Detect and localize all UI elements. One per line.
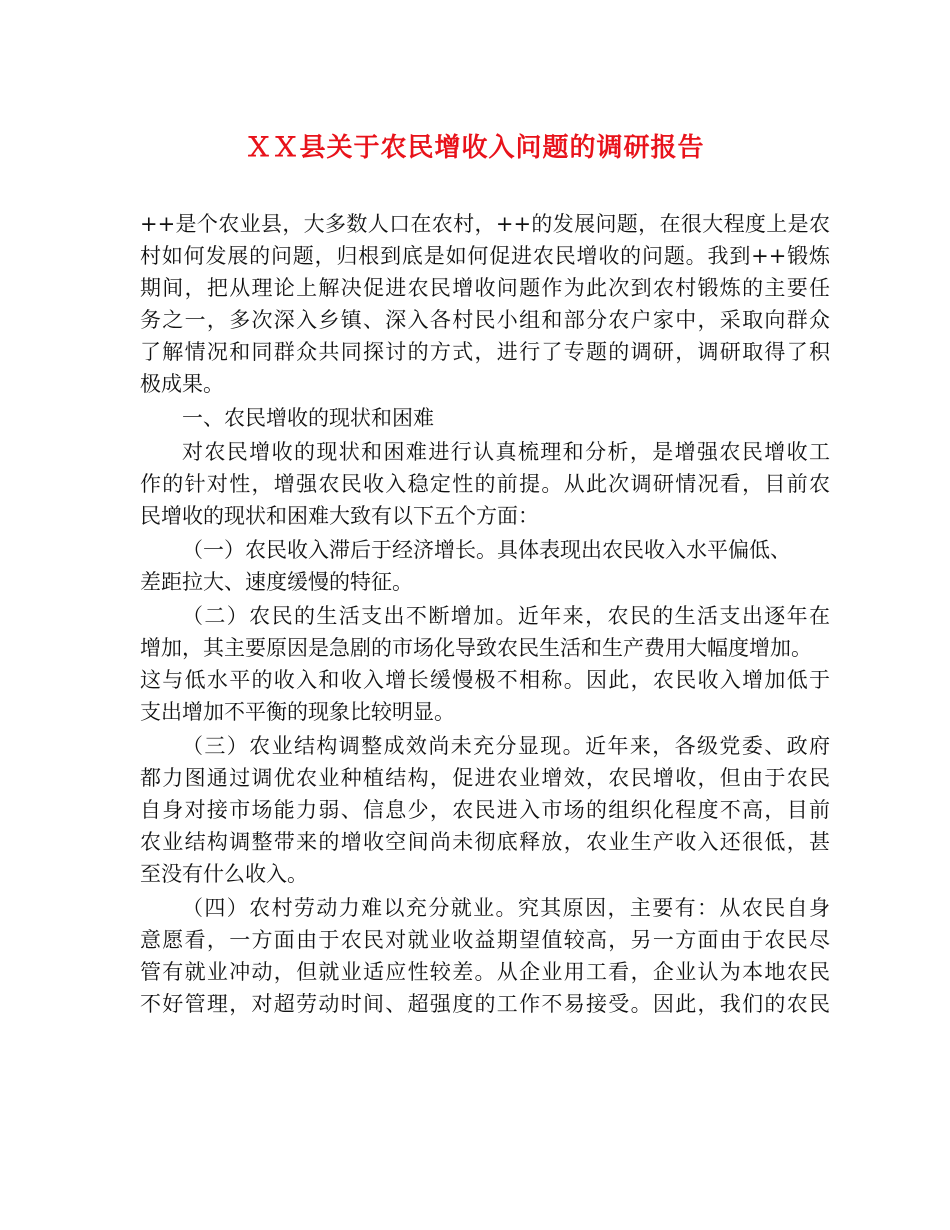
body-paragraph (140, 892, 830, 1020)
body-paragraph (140, 730, 830, 890)
body-paragraph (140, 436, 830, 532)
paragraph-line: 增加，其主要原因是急剧的市场化导致农民生活和生产费用大幅度增加。 (140, 636, 812, 660)
paragraph-line: 意愿看，一方面由于农民对就业收益期望值较高，另一方面由于农民尽 (140, 928, 830, 952)
paragraph-line: ++是个农业县，大多数人口在农村，++的发展问题，在很大程度上是农 (140, 212, 830, 236)
paragraph-line: 至没有什么收入。 (140, 862, 308, 886)
paragraph-line: （三）农业结构调整成效尚未充分显现。近年来，各级党委、政府 (182, 734, 830, 758)
paragraph-line: 务之一，多次深入乡镇、深入各村民小组和部分农户家中，采取向群众 (140, 308, 830, 332)
paragraph-line: （四）农村劳动力难以充分就业。究其原因，主要有：从农民自身 (182, 896, 830, 920)
paragraph-line: 民增收的现状和困难大致有以下五个方面： (140, 504, 539, 528)
paragraph-line: 农业结构调整带来的增收空间尚未彻底释放，农业生产收入还很低，甚 (140, 830, 830, 854)
section-heading (140, 402, 830, 434)
paragraph-line: 对农民增收的现状和困难进行认真梳理和分析，是增强农民增收工 (182, 440, 830, 464)
paragraph-line: 了解情况和同群众共同探讨的方式，进行了专题的调研，调研取得了积 (140, 340, 830, 364)
intro-paragraph (140, 208, 830, 400)
paragraph-line: 管有就业冲动，但就业适应性较差。从企业用工看，企业认为本地农民 (140, 960, 830, 984)
paragraph-line: 都力图通过调优农业种植结构，促进农业增效，农民增收，但由于农民 (140, 766, 830, 790)
section-heading-line: 一、农民增收的现状和困难 (182, 406, 434, 430)
paragraph-line: 自身对接市场能力弱、信息少，农民进入市场的组织化程度不高，目前 (140, 798, 830, 822)
document-body (140, 208, 830, 1020)
paragraph-line: （二）农民的生活支出不断增加。近年来，农民的生活支出逐年在 (182, 604, 830, 628)
paragraph-line: 村如何发展的问题，归根到底是如何促进农民增收的问题。我到++锻炼 (140, 244, 830, 268)
paragraph-line: 这与低水平的收入和收入增长缓慢极不相称。因此，农民收入增加低于 (140, 668, 830, 692)
body-paragraph (140, 534, 830, 598)
document-title: ＸＸ县关于农民增收入问题的调研报告 (245, 133, 705, 163)
body-paragraph (140, 600, 830, 728)
paragraph-line: 作的针对性，增强农民收入稳定性的前提。从此次调研情况看，目前农 (140, 472, 830, 496)
paragraph-line: 不好管理，对超劳动时间、超强度的工作不易接受。因此，我们的农民 (140, 992, 830, 1016)
paragraph-line: （一）农民收入滞后于经济增长。具体表现出农民收入水平偏低、 (182, 538, 791, 562)
paragraph-line: 差距拉大、速度缓慢的特征。 (140, 570, 413, 594)
paragraph-line: 支出增加不平衡的现象比较明显。 (140, 700, 455, 724)
paragraph-line: 极成果。 (140, 372, 224, 396)
paragraph-line: 期间，把从理论上解决促进农民增收问题作为此次到农村锻炼的主要任 (140, 276, 830, 300)
